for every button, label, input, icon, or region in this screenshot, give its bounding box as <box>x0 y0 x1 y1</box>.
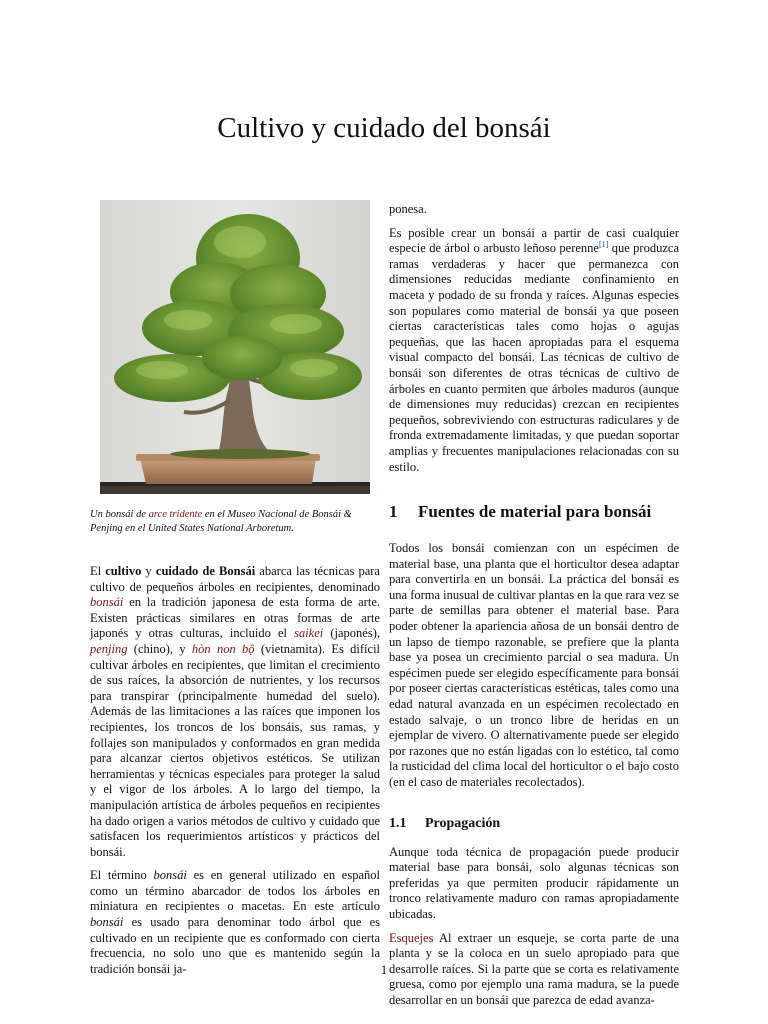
page-number: 1 <box>380 962 388 977</box>
continued-text: ponesa. <box>389 202 427 216</box>
link-esquejes[interactable]: Esquejes <box>389 930 434 945</box>
section-heading-1: 1 Fuentes de material para bonsái <box>389 502 652 522</box>
page-title: Cultivo y cuidado del bonsái <box>217 112 551 144</box>
term-paragraph: El término bonsái es en general utilizado en español como un término abarcador de todos los árboles en miniatura en recipientes o macetas. En este artículo bonsái es usado para denominar todo árbol que es cultivado en un recipiente que es conformado con cierta frecuencia, no solo uno que es mantenido según la tradición bonsái ja- <box>90 868 380 976</box>
section-heading-1-1: 1.1 Propagación <box>389 815 501 831</box>
cuttings-paragraph: Esquejes Al extraer un esqueje, se corta parte de una planta y se la coloca en un suelo apropiado para que desarrolle raíces. Si la parte que se corta es relativamente gruesa, como por ejemplo una rama madura, se la puede desarrollar en un bonsái que parezca de edad avanza- <box>389 930 679 1007</box>
right-column <box>389 202 679 1017</box>
link-arce-tridente[interactable]: arce tridente <box>148 509 203 520</box>
left-column <box>90 200 380 985</box>
link-saikei[interactable]: saikei <box>294 626 324 641</box>
bonsai-photo <box>100 200 370 494</box>
species-paragraph: Es posible crear un bonsái a partir de casi cualquier especie de árbol o arbusto leñoso perenne[1] que produzca ramas verdaderas y hacer que permanezca con dimensiones reducidas mediante confinamiento en maceta y podado de su fronda y raíces. Algunas especies son populares como material de bonsái ya que poseen ciertas características tales como hojas o agujas pequeñas, que las hacen apropiadas para el esquema visual compacto del bonsái. Las técnicas de cultivo de bonsái son diferentes de otras técnicas de cultivo de árboles en cuanto permiten que árboles maduros (aunque de dimensiones muy reducidas) crezcan en recipientes pequeños, sobreviviendo con estructuras radiculares y de fronda extremadamente limitadas, y que puedan soportar amplias y frecuentes manipulaciones relacionadas con su estilo. <box>389 225 679 474</box>
link-penjing[interactable]: penjing <box>90 641 128 656</box>
link-hon-non-bo[interactable]: hòn non bộ <box>191 641 255 656</box>
reference-link[interactable]: [1] <box>598 240 609 250</box>
intro-paragraph: El cultivo y cuidado de Bonsái abarca las técnicas para cultivo de pequeños árboles en recipientes, denominado bonsái en la tradición japonesa de esta forma de arte. Existen prácticas similares en otras formas de arte japonés y otras culturas, incluido el saikei (japonés), penjing (chino), y hòn non bộ (vietnamita). Es difícil cultivar árboles en recipientes, que limitan el crecimiento de sus raíces, la absorción de nutrientes, y los recursos para transpirar (principalmente humedad del suelo). Además de las limitaciones a las raíces que imponen los recipientes, los troncos de los bonsáis, sus ramas, y follajes son manipulados y conformados en gran medida para alcanzar ciertos objetivos estéticos. Se utilizan herramientas y técnicas especiales para proteger la salud y el vigor de los árboles. A lo largo del tiempo, la manipulación artística de árboles pequeños en recipientes ha dado origen a varios métodos de cultivo y cuidado que satisfacen los requerimientos artísticos y prácticos del bonsái. <box>90 564 381 859</box>
link-bonsai[interactable]: bonsái <box>90 595 124 610</box>
figure-caption: Un bonsái de arce tridente en el Museo Nacional de Bonsái & Penjing en el United States National Arboretum. <box>90 509 352 534</box>
material-paragraph: Todos los bonsái comienzan con un espécimen de material base, una planta que el horticultor desea adaptar para convertirla en un bonsái. La práctica del bonsái es una forma inusual de cultivar plantas en la que rara vez se parte de semillas para obtener el material base. Para poder obtener la apariencia añosa de un bonsái dentro de un lapso de tiempo razonable, se prefiere que la planta base ya posea un crecimiento parcial o sea madura. Un espécimen puede ser elegido específicamente para bonsái por poseer ciertas características estéticas, tales como una edad natural avanzada en un espécimen recolectado en estado salvaje, o un tronco libre de heridas en un ejemplar de vivero. O alternativamente puede ser elegido por razones que no están ligadas con lo estético, tal como la rusticidad del clima local del horticultor o el bajo costo (en el caso de materiales recolectados). <box>389 541 679 789</box>
propagation-paragraph: Aunque toda técnica de propagación puede producir material base para bonsái, solo algunas técnicas son preferidas ya que permiten producir rápidamente un tronco relativamente maduro con ramas apropiadamente ubicadas. <box>389 844 679 921</box>
